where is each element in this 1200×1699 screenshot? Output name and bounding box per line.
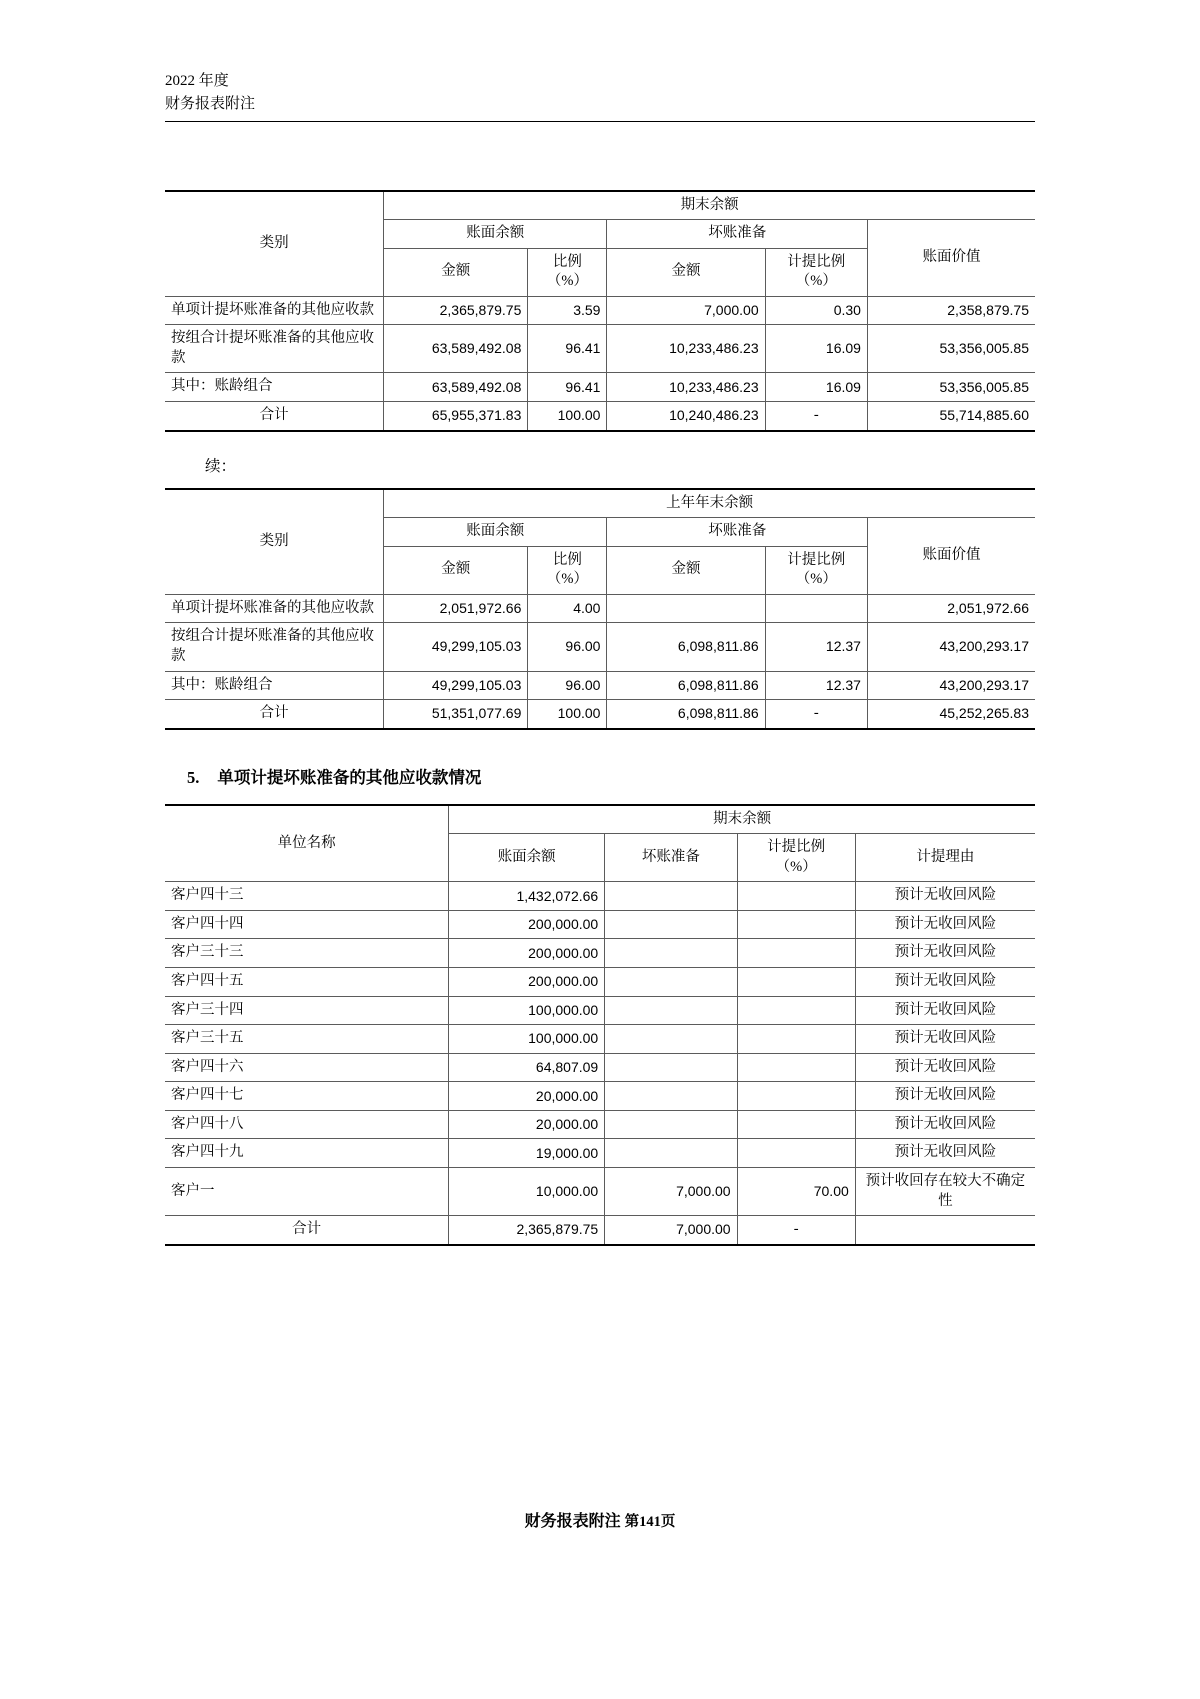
th-ratio-1-line1: 比例 [552,253,582,270]
cell-book-value: 45,252,265.83 [867,700,1035,728]
cell-bad-debt [605,939,737,968]
cell-prov-ratio [737,939,855,968]
cell-unit: 客户四十七 [165,1082,449,1111]
th-ratio-1 [528,546,607,594]
cell-ratio: 100.00 [528,700,607,728]
page-footer [0,1508,1200,1531]
table-row [165,1082,1035,1111]
cell-prov-ratio [737,1082,855,1111]
table-prior-year-end-balance [165,488,1035,730]
th-prov-ratio [737,834,855,882]
table-row-total [165,700,1035,728]
cell-reason: 预计无收回风险 [855,1139,1035,1168]
cell-book-balance: 19,000.00 [449,1139,605,1168]
table-row [165,968,1035,997]
cell-bad-debt: 6,098,811.86 [607,700,765,728]
cell-bad-debt: 7,000.00 [605,1216,737,1244]
th-amount-1: 金额 [384,248,528,296]
cell-ratio: 96.41 [528,325,607,373]
cell-prov-ratio: - [765,700,867,728]
page-header [165,70,1035,122]
cell-prov-ratio [737,996,855,1025]
cell-bad-debt [605,1110,737,1139]
section-title-text: 单项计提坏账准备的其他应收款情况 [217,767,482,787]
cell-amount: 65,955,371.83 [384,402,528,430]
header-year: 2022 年度 [165,73,229,89]
cell-book-balance: 20,000.00 [449,1110,605,1139]
table-row [165,1167,1035,1215]
th-book-balance: 账面余额 [384,518,607,547]
cell-bad-debt: 6,098,811.86 [607,671,765,700]
th-bad-debt: 坏账准备 [607,518,868,547]
cell-prov-ratio: 12.37 [765,623,867,671]
cell-bad-debt: 7,000.00 [607,296,765,325]
table-row [165,594,1035,623]
cell-unit: 客户四十三 [165,882,449,911]
th-ratio-1-line2: （%） [546,273,588,290]
th-category: 类别 [165,192,384,297]
cell-category: 合计 [165,700,384,728]
table-row [165,623,1035,671]
cell-book-balance: 10,000.00 [449,1167,605,1215]
th-ratio-1-line2: （%） [546,571,588,588]
cell-prov-ratio [737,1025,855,1054]
table-row [165,373,1035,402]
section-heading-5 [165,764,1035,788]
cell-unit: 客户三十三 [165,939,449,968]
cell-prov-ratio: 16.09 [765,373,867,402]
cell-unit: 客户三十五 [165,1025,449,1054]
table-row [165,1139,1035,1168]
cell-reason: 预计无收回风险 [855,1082,1035,1111]
cell-reason: 预计无收回风险 [855,1110,1035,1139]
cell-reason: 预计无收回风险 [855,939,1035,968]
cell-bad-debt [605,1082,737,1111]
th-amount-2: 金额 [607,248,765,296]
table-period-end-balance [165,190,1035,432]
th-unit-name: 单位名称 [165,806,449,882]
cell-ratio: 96.00 [528,623,607,671]
table-row [165,1025,1035,1054]
th-prov-ratio-1 [765,546,867,594]
cell-book-balance: 1,432,072.66 [449,882,605,911]
cell-book-balance: 64,807.09 [449,1053,605,1082]
cell-prov-ratio: 16.09 [765,325,867,373]
cell-prov-ratio: - [765,402,867,430]
cell-bad-debt: 6,098,811.86 [607,623,765,671]
footer-page-number: 第141页 [624,1514,676,1530]
cell-category: 单项计提坏账准备的其他应收款 [165,594,384,623]
cell-book-value: 2,358,879.75 [867,296,1035,325]
cell-ratio: 96.41 [528,373,607,402]
cell-bad-debt: 10,233,486.23 [607,373,765,402]
cell-bad-debt [605,1025,737,1054]
th-bad-debt: 坏账准备 [605,834,737,882]
header-subtitle: 财务报表附注 [165,96,256,113]
cell-book-balance: 200,000.00 [449,939,605,968]
table-row [165,192,1035,220]
th-prior-year-end: 上年年末余额 [384,490,1035,518]
cell-bad-debt: 10,233,486.23 [607,325,765,373]
cell-prov-ratio: 12.37 [765,671,867,700]
cell-unit: 客户一 [165,1167,449,1215]
cell-category: 其中：账龄组合 [165,373,384,402]
cell-bad-debt [605,882,737,911]
cell-book-balance: 200,000.00 [449,910,605,939]
cell-ratio: 3.59 [528,296,607,325]
cell-prov-ratio [737,882,855,911]
th-amount-2: 金额 [607,546,765,594]
table-row [165,1110,1035,1139]
cell-book-balance: 2,365,879.75 [449,1216,605,1244]
th-book-balance: 账面余额 [449,834,605,882]
cell-reason: 预计无收回风险 [855,968,1035,997]
footer-title: 财务报表附注 [524,1513,621,1530]
cell-unit: 客户四十九 [165,1139,449,1168]
cell-ratio: 100.00 [528,402,607,430]
cell-amount: 51,351,077.69 [384,700,528,728]
cell-reason: 预计无收回风险 [855,910,1035,939]
table-row [165,296,1035,325]
th-prov-ratio-1 [765,248,867,296]
cell-reason: 预计无收回风险 [855,1053,1035,1082]
table-row [165,671,1035,700]
cell-category: 按组合计提坏账准备的其他应收款 [165,325,384,373]
cell-ratio: 4.00 [528,594,607,623]
table-individual-bad-debt-detail [165,804,1035,1246]
cell-book-value: 53,356,005.85 [867,325,1035,373]
cell-book-balance: 20,000.00 [449,1082,605,1111]
cell-bad-debt [605,1053,737,1082]
cell-amount: 2,365,879.75 [384,296,528,325]
th-book-value: 账面价值 [867,220,1035,297]
cell-ratio: 96.00 [528,671,607,700]
cell-book-value: 43,200,293.17 [867,623,1035,671]
th-prov-ratio-1-line1: 计提比例 [787,253,846,270]
table-row [165,882,1035,911]
th-book-value: 账面价值 [867,518,1035,595]
table-row [165,996,1035,1025]
cell-bad-debt: 10,240,486.23 [607,402,765,430]
table-row [165,910,1035,939]
cell-prov-ratio [737,910,855,939]
cell-category: 按组合计提坏账准备的其他应收款 [165,623,384,671]
table-row [165,806,1035,834]
cell-unit: 客户四十八 [165,1110,449,1139]
cell-reason [855,1216,1035,1244]
cell-reason: 预计无收回风险 [855,1025,1035,1054]
cell-book-value: 2,051,972.66 [867,594,1035,623]
cell-amount: 49,299,105.03 [384,623,528,671]
th-period-end: 期末余额 [384,192,1035,220]
cell-reason: 预计收回存在较大不确定性 [855,1167,1035,1215]
cell-unit: 客户四十六 [165,1053,449,1082]
th-period-end: 期末余额 [449,806,1035,834]
th-prov-ratio-1-line2: （%） [795,571,837,588]
th-ratio-1 [528,248,607,296]
cell-prov-ratio [765,594,867,623]
cell-book-value: 53,356,005.85 [867,373,1035,402]
table-row-total [165,1216,1035,1244]
cell-reason: 预计无收回风险 [855,996,1035,1025]
cell-bad-debt: 7,000.00 [605,1167,737,1215]
th-prov-ratio-line1: 计提比例 [767,839,826,856]
continued-label: 续： [205,457,237,475]
cell-category: 合计 [165,402,384,430]
table-row [165,939,1035,968]
table-row [165,325,1035,373]
cell-amount: 63,589,492.08 [384,373,528,402]
cell-unit: 合计 [165,1216,449,1244]
table-row [165,490,1035,518]
cell-book-balance: 200,000.00 [449,968,605,997]
cell-unit: 客户四十四 [165,910,449,939]
th-prov-ratio-1-line2: （%） [795,273,837,290]
section-number: 5. [187,767,200,787]
cell-bad-debt [605,996,737,1025]
cell-category: 单项计提坏账准备的其他应收款 [165,296,384,325]
cell-amount: 63,589,492.08 [384,325,528,373]
cell-book-value: 43,200,293.17 [867,671,1035,700]
cell-prov-ratio [737,1053,855,1082]
cell-bad-debt [607,594,765,623]
cell-bad-debt [605,1139,737,1168]
th-prov-ratio-line2: （%） [775,858,817,875]
cell-prov-ratio: 70.00 [737,1167,855,1215]
cell-book-value: 55,714,885.60 [867,402,1035,430]
cell-book-balance: 100,000.00 [449,996,605,1025]
cell-book-balance: 100,000.00 [449,1025,605,1054]
cell-reason: 预计无收回风险 [855,882,1035,911]
cell-amount: 2,051,972.66 [384,594,528,623]
cell-amount: 49,299,105.03 [384,671,528,700]
table-row-total [165,402,1035,430]
cell-prov-ratio [737,1139,855,1168]
cell-prov-ratio: - [737,1216,855,1244]
cell-prov-ratio: 0.30 [765,296,867,325]
cell-unit: 客户四十五 [165,968,449,997]
cell-prov-ratio [737,968,855,997]
th-amount-1: 金额 [384,546,528,594]
cell-category: 其中：账龄组合 [165,671,384,700]
th-ratio-1-line1: 比例 [552,551,582,568]
th-book-balance: 账面余额 [384,220,607,249]
cell-unit: 客户三十四 [165,996,449,1025]
table-row [165,1053,1035,1082]
cell-bad-debt [605,910,737,939]
th-category: 类别 [165,490,384,595]
cell-prov-ratio [737,1110,855,1139]
cell-bad-debt [605,968,737,997]
th-reason: 计提理由 [855,834,1035,882]
th-bad-debt: 坏账准备 [607,220,868,249]
th-prov-ratio-1-line1: 计提比例 [787,551,846,568]
